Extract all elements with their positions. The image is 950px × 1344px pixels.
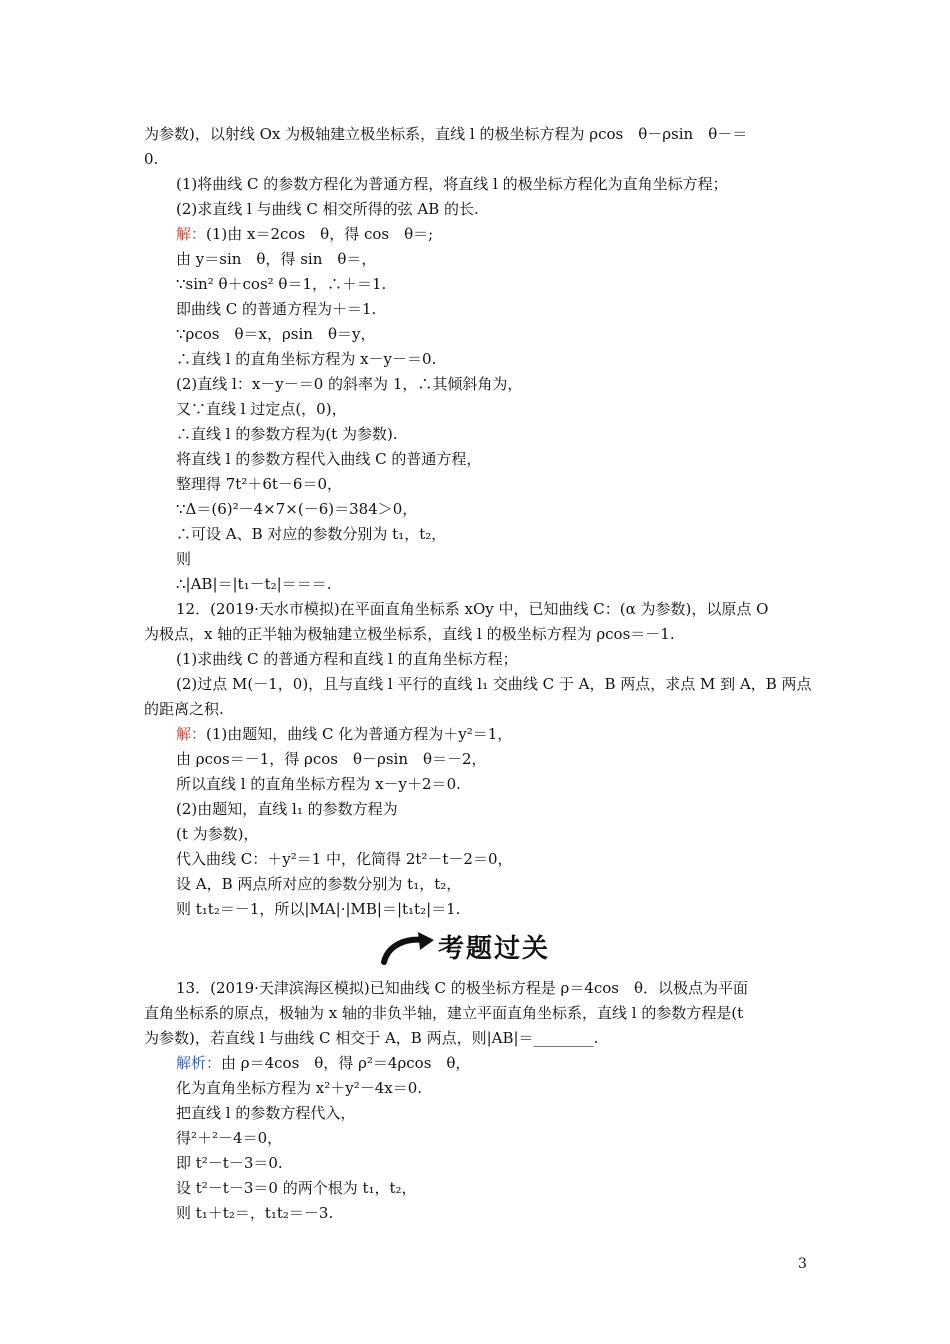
text-line (0, 1078, 950, 1098)
text-line (0, 774, 950, 794)
line-text: 代入曲线 C：＋y²＝1 中，化简得 2t²－t－2＝0， (176, 850, 513, 868)
text-line (0, 399, 950, 419)
line-text: 13．(2019·天津滨海区模拟)已知曲线 C 的极坐标方程是 ρ＝4cos θ．以极点为平面 (176, 979, 749, 997)
line-text: 即曲线 C 的普通方程为＋＝1. (176, 300, 377, 318)
text-line (0, 799, 950, 819)
line-text: ∵ρcos θ＝x，ρsin θ＝y， (176, 325, 376, 343)
text-line (0, 249, 950, 269)
text-line (0, 724, 950, 744)
line-text: 为参数)，以射线 Ox 为极轴建立极坐标系，直线 l 的极坐标方程为 ρcos θ－ρsin θ－＝ (144, 125, 748, 143)
answer-label: 解： (176, 225, 207, 243)
text-line (0, 599, 950, 619)
line-text: (1)由 x＝2cos θ，得 cos θ＝; (206, 225, 434, 243)
line-text: 将直线 l 的参数方程代入曲线 C 的普通方程， (176, 450, 482, 468)
line-text: 直角坐标系的原点，极轴为 x 轴的非负半轴，建立平面直角坐标系，直线 l 的参数方程是(t (144, 1004, 744, 1022)
line-text: 为极点，x 轴的正半轴为极轴建立极坐标系，直线 l 的极坐标方程为 ρcos＝－1. (144, 625, 675, 643)
line-text: 0. (144, 150, 159, 168)
line-text: 则 t₁t₂＝－1，所以|MA|·|MB|＝|t₁t₂|＝1. (176, 900, 461, 918)
text-line (0, 324, 950, 344)
text-line (0, 899, 950, 919)
line-text: 由 y＝sin θ，得 sin θ＝， (176, 250, 377, 268)
text-line (0, 474, 950, 494)
text-line (0, 274, 950, 294)
text-line (0, 224, 950, 244)
text-line (0, 574, 950, 594)
line-text: 整理得 7t²＋6t－6＝0， (176, 475, 343, 493)
line-text: 由 ρcos＝－1，得 ρcos θ－ρsin θ＝－2， (176, 750, 487, 768)
text-line (0, 978, 950, 998)
line-text: 则 (176, 550, 192, 568)
line-text: 化为直角坐标方程为 x²＋y²－4x＝0. (176, 1079, 423, 1097)
text-line (0, 1153, 950, 1173)
line-text: 为参数)，若直线 l 与曲线 C 相交于 A，B 两点，则|AB|＝________. (144, 1029, 599, 1047)
line-text: (2)求直线 l 与曲线 C 相交所得的弦 AB 的长. (176, 200, 479, 218)
line-text: (1)将曲线 C 的参数方程化为普通方程，将直线 l 的极坐标方程化为直角坐标方程； (176, 175, 728, 193)
line-text: 得²＋²－4＝0， (176, 1129, 283, 1147)
text-line (0, 874, 950, 894)
text-line (0, 1028, 950, 1048)
line-text: 由 ρ＝4cos θ，得 ρ²＝4ρcos θ， (221, 1054, 471, 1072)
text-line (0, 1103, 950, 1123)
text-line (0, 199, 950, 219)
line-text: 把直线 l 的参数方程代入， (176, 1104, 356, 1122)
line-text: (2)过点 M(－1，0)，且与直线 l 平行的直线 l₁ 交曲线 C 于 A，B 两点，求点 M 到 A，B 两点 (176, 675, 812, 693)
text-line (0, 849, 950, 869)
answer-label: 解析： (176, 1054, 222, 1072)
line-text: ∴可设 A、B 对应的参数分别为 t₁，t₂， (176, 525, 447, 543)
line-text: ∵Δ＝(6)²－4×7×(－6)＝384＞0， (176, 500, 418, 518)
page-number: 3 (798, 1256, 807, 1272)
text-line (0, 1203, 950, 1223)
line-text: (2)直线 l：x－y－＝0 的斜率为 1，∴其倾斜角为， (176, 375, 523, 393)
text-line (0, 374, 950, 394)
text-line (0, 174, 950, 194)
line-text: ∴|AB|＝|t₁－t₂|＝＝＝. (176, 575, 332, 593)
banner-title: 考题过关 (438, 934, 551, 964)
text-line (0, 349, 950, 369)
line-text: 的距离之积. (144, 700, 224, 718)
text-line (0, 1003, 950, 1023)
line-text: 即 t²－t－3＝0. (176, 1154, 283, 1172)
text-line (0, 674, 950, 694)
text-line (0, 1053, 950, 1073)
section-banner (378, 930, 610, 968)
text-line (0, 649, 950, 669)
text-line (0, 749, 950, 769)
text-line (0, 499, 950, 519)
text-line (0, 149, 950, 169)
text-line (0, 1178, 950, 1198)
line-text: (2)由题知，直线 l₁ 的参数方程为 (176, 800, 398, 818)
curved-arrow-icon (378, 930, 438, 968)
text-line (0, 549, 950, 569)
text-line (0, 124, 950, 144)
line-text: ∴直线 l 的直角坐标方程为 x－y－＝0. (176, 350, 437, 368)
line-text: (t 为参数)， (176, 825, 259, 843)
text-line (0, 424, 950, 444)
answer-label: 解： (176, 725, 207, 743)
line-text: (1)求曲线 C 的普通方程和直线 l 的直角坐标方程； (176, 650, 518, 668)
line-text: 所以直线 l 的直角坐标方程为 x－y＋2＝0. (176, 775, 461, 793)
text-line (0, 1128, 950, 1148)
text-line (0, 624, 950, 644)
line-text: 又∵直线 l 过定点(，0)， (176, 400, 347, 418)
line-text: 则 t₁＋t₂＝，t₁t₂＝－3. (176, 1204, 334, 1222)
text-line (0, 449, 950, 469)
line-text: ∵sin² θ＋cos² θ＝1，∴＋＝1. (176, 275, 387, 293)
text-line (0, 524, 950, 544)
line-text: 设 t²－t－3＝0 的两个根为 t₁，t₂， (176, 1179, 417, 1197)
text-line (0, 299, 950, 319)
line-text: ∴直线 l 的参数方程为(t 为参数). (176, 425, 398, 443)
line-text: 设 A，B 两点所对应的参数分别为 t₁，t₂， (176, 875, 462, 893)
line-text: (1)由题知，曲线 C 化为普通方程为＋y²＝1， (206, 725, 513, 743)
line-text: 12．(2019·天水市模拟)在平面直角坐标系 xOy 中，已知曲线 C：(α 为参数)，以原点 O (176, 600, 769, 618)
text-line (0, 699, 950, 719)
text-line (0, 824, 950, 844)
